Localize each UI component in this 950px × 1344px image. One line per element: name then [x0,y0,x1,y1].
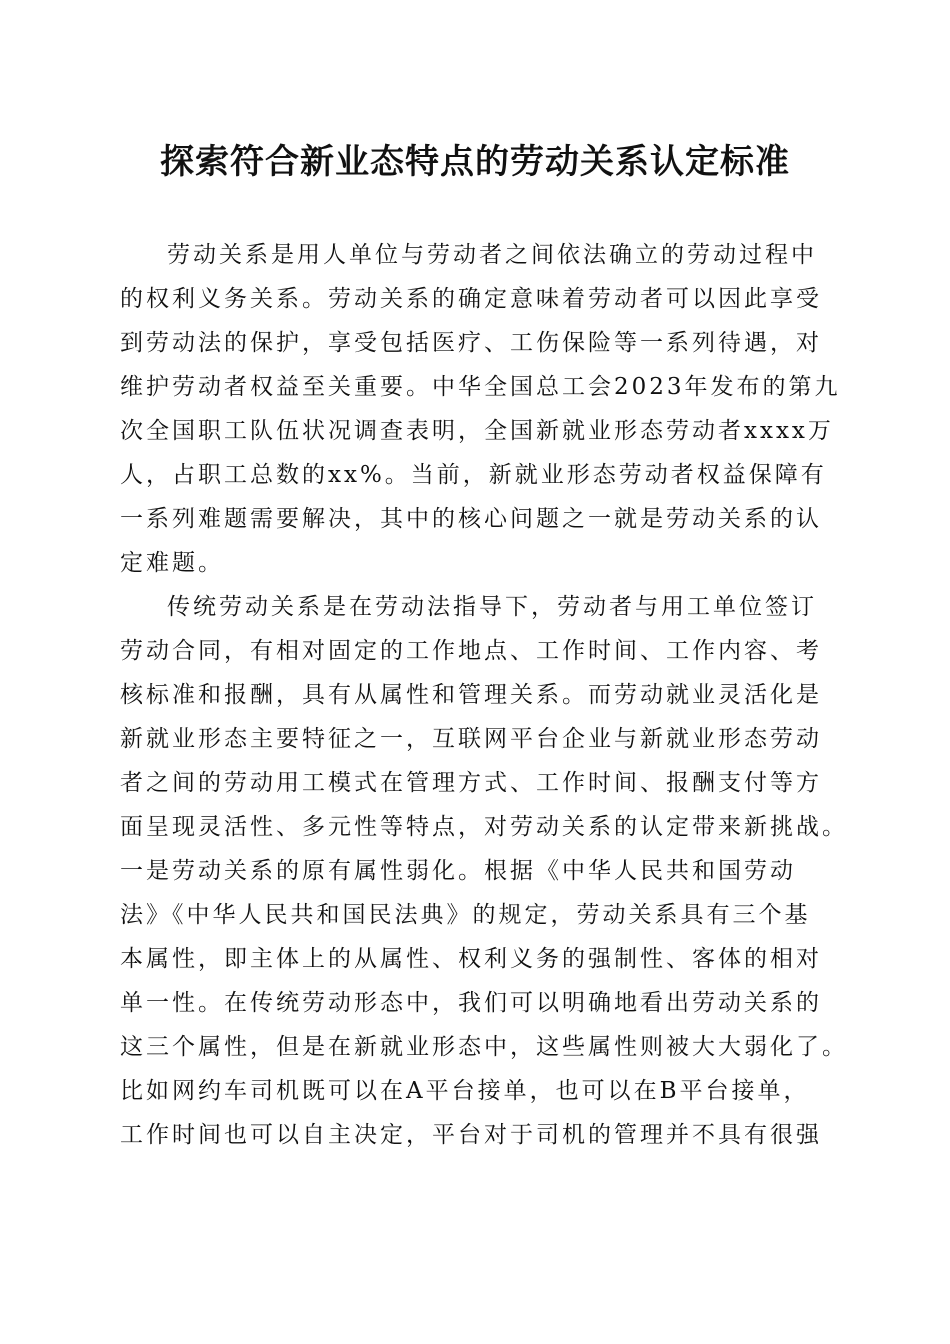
paragraph-2-line-2: 劳动合同，有相对固定的工作地点、工作时间、工作内容、考 [120,638,822,664]
paragraph-2-line-4: 新就业形态主要特征之一，互联网平台企业与新就业形态劳动 [120,726,822,752]
paragraph-1-line-5: 次全国职工队伍状况调查表明，全国新就业形态劳动者xxxx万 [120,418,834,444]
paragraph-2-line-1: 传统劳动关系是在劳动法指导下，劳动者与用工单位签订 [167,594,817,620]
paragraph-1-line-6: 人，占职工总数的xx%。当前，新就业形态劳动者权益保障有 [120,462,827,488]
paragraph-1-line-7: 一系列难题需要解决，其中的核心问题之一就是劳动关系的认 [120,506,822,532]
paragraph-1-line-1: 劳动关系是用人单位与劳动者之间依法确立的劳动过程中 [167,242,817,268]
paragraph-2-line-13: 工作时间也可以自主决定，平台对于司机的管理并不具有很强 [120,1122,822,1148]
paragraph-1-line-8: 定难题。 [120,550,224,576]
paragraph-2-line-12: 比如网约车司机既可以在A平台接单，也可以在B平台接单， [120,1078,810,1104]
paragraph-1-line-2: 的权利义务关系。劳动关系的确定意味着劳动者可以因此享受 [120,286,822,312]
paragraph-1-line-4: 维护劳动者权益至关重要。中华全国总工会2023年发布的第九 [120,374,841,400]
paragraph-2-line-7: 一是劳动关系的原有属性弱化。根据《中华人民共和国劳动 [120,858,796,884]
document-title: 探索符合新业态特点的劳动关系认定标准 [160,142,790,182]
paragraph-1-line-3: 到劳动法的保护，享受包括医疗、工伤保险等一系列待遇，对 [120,330,822,356]
paragraph-2-line-3: 核标准和报酬，具有从属性和管理关系。而劳动就业灵活化是 [120,682,822,708]
paragraph-2-line-11: 这三个属性，但是在新就业形态中，这些属性则被大大弱化了。 [120,1034,848,1060]
paragraph-2-line-8: 法》《中华人民共和国民法典》的规定，劳动关系具有三个基 [120,902,811,928]
paragraph-2-line-10: 单一性。在传统劳动形态中，我们可以明确地看出劳动关系的 [120,990,822,1016]
paragraph-2-line-5: 者之间的劳动用工模式在管理方式、工作时间、报酬支付等方 [120,770,822,796]
paragraph-2-line-9: 本属性，即主体上的从属性、权利义务的强制性、客体的相对 [120,946,822,972]
paragraph-2-line-6: 面呈现灵活性、多元性等特点，对劳动关系的认定带来新挑战。 [120,814,848,840]
